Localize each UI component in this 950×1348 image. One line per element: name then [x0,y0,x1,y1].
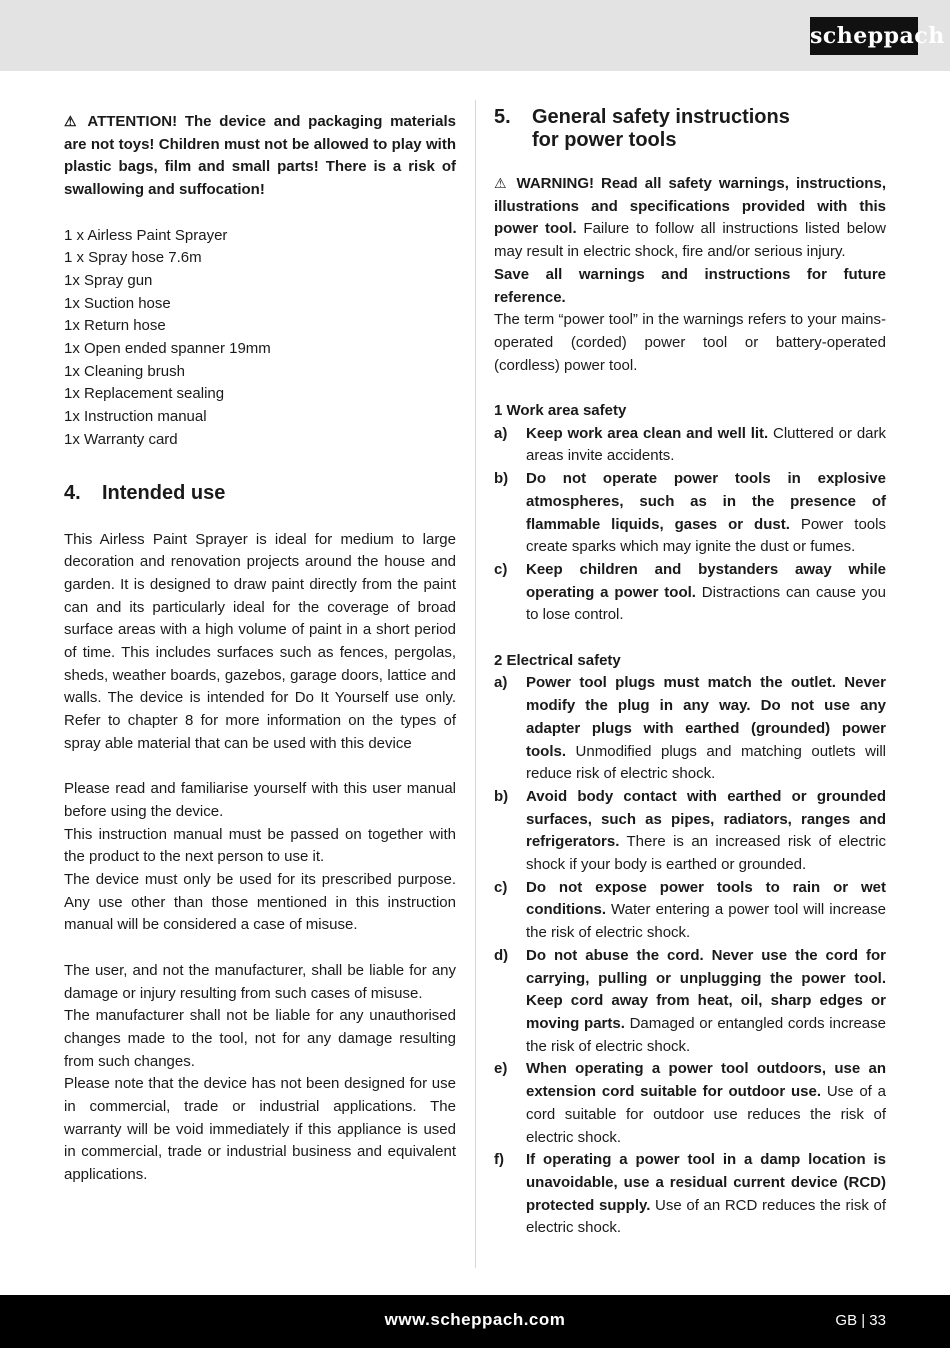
item-label: c) [494,560,508,578]
paragraph: This Airless Paint Sprayer is ideal for medium to large decoration and renovation projects around the house and garden. It is designed to draw paint directly from the paint can and its particularly ideal for the coverage of broad surface areas with a high volume of paint in a short period of time. This includes surfaces such as fences, pergolas, sheds, weather boards, gazebos, garage doors, lattice and walls. The device is intended for Do It Yourself use only. Refer to chapter 8 for more information on the types of spray able material that can be used with this device [64,530,456,752]
brand-logo: scheppach [810,17,918,55]
list-item [494,559,886,627]
item-label: b) [494,470,509,488]
list-item: 1x Open ended spanner 19mm [64,340,271,358]
item-label: e) [494,1060,508,1078]
attention-notice [64,110,456,202]
list-item [494,877,886,945]
column-divider [475,100,476,1268]
item-label: c) [494,878,508,896]
list-item [494,1149,886,1240]
item-label: a) [494,674,508,692]
item-label: a) [494,424,508,442]
list-item [494,468,886,559]
item-label: b) [494,787,509,805]
warning-notice [494,172,886,264]
paragraph: Please read and familiarise yourself with this user manual before using the device. [64,780,456,820]
item-label: d) [494,946,509,964]
item-bold: Keep children and bystanders away while operating a power tool. [526,560,886,601]
list-item: 1x Cleaning brush [64,362,185,380]
list-item [494,1058,886,1149]
item-bold: Do not abuse the cord. Never use the cord for carrying, pulling or unplugging the power tool. Keep cord away from heat, oil, sharp edges or moving parts. [526,946,886,1032]
electrical-list [494,672,886,1240]
list-item [494,786,886,877]
section-4-heading [64,482,456,505]
attention-text: ATTENTION! The device and packaging materials are not toys! Children must not be allowed to play with plastic bags, film and small parts! There is a risk of swallowing and suffocation! [64,113,456,199]
list-item: 1 x Airless Paint Sprayer [64,226,228,244]
work-area-heading: 1 Work area safety [494,402,627,420]
item-bold: Do not expose power tools to rain or wet conditions. [526,878,886,919]
item-bold: When operating a power tool outdoors, use an extension cord suitable for outdoor use. [526,1060,886,1101]
section-number: 4. [64,481,81,504]
list-item: 1x Suction hose [64,294,171,312]
list-item: 1x Instruction manual [64,408,207,426]
footer-bar [0,1295,950,1348]
electrical-heading: 2 Electrical safety [494,651,621,669]
page-number: GB | 33 [835,1312,886,1329]
paragraph: Please note that the device has not been designed for use in commercial, trade or industrial applications. The warranty will be void immediately if this appliance is used in commercial, trade or industrial business and equivalent applications. [64,1075,456,1184]
list-item [494,423,886,468]
work-area-list [494,423,886,627]
list-item: 1x Warranty card [64,430,178,448]
header-bar [0,0,950,71]
scope-of-delivery-list [64,225,456,452]
item-bold: Do not operate power tools in explosive atmospheres, such as in the presence of flammable liquids, gases or dust. [526,470,886,533]
section-5-heading [494,106,886,152]
list-item [494,672,886,786]
item-bold: Avoid body contact with earthed or grounded surfaces, such as pipes, radiators, ranges and refrigerators. [526,787,886,851]
section-title-line-2: for power tools [532,129,677,151]
list-item: 1x Spray gun [64,271,153,289]
item-text: Damaged or entangled cords increase the risk of electric shock. [526,1014,886,1055]
item-text: Cluttered or dark areas invite accidents. [526,424,886,465]
item-text: Power tools create sparks which may ignite the dust or fumes. [526,515,886,556]
item-text: Water entering a power tool will increase the risk of electric shock. [526,901,886,942]
list-item: 1 x Spray hose 7.6m [64,249,202,267]
item-bold: Keep work area clean and well lit. [526,424,769,442]
warning-text: Failure to follow all instructions listed below may result in electric shock, fire and/or serious injury. [494,220,886,261]
item-label: f) [494,1151,504,1169]
term-note: The term “power tool” in the warnings refers to your mains-operated (corded) power tool or battery-operated (cordless) power tool. [494,311,886,374]
item-bold: If operating a power tool in a damp location is unavoidable, use a residual current device (RCD) protected supply. [526,1151,886,1214]
item-text: Distractions can cause you to lose control. [526,583,886,624]
item-text: Use of a cord suitable for outdoor use reduces the risk of electric shock. [526,1083,887,1146]
section-title-line-1: General safety instructions [532,106,790,128]
list-item: 1x Return hose [64,317,166,335]
paragraph: This instruction manual must be passed on together with the product to the next person to use it. [64,825,456,866]
paragraph: The device must only be used for its prescribed purpose. Any use other than those mentioned in this instruction manual will be considered a case of misuse. [64,871,456,934]
item-bold: Power tool plugs must match the outlet. Never modify the plug in any way. Do not use any adapter plugs with earthed (grounded) power tools. [526,674,886,760]
warning-bold-text: WARNING! Read all safety warnings, instructions, illustrations and specifications provided with this power tool. [494,175,886,238]
paragraph: The manufacturer shall not be liable for any unauthorised changes made to the tool, not for any damage resulting from such changes. [64,1007,456,1070]
website-link[interactable]: www.scheppach.com [384,1310,566,1329]
left-column [64,110,456,1187]
item-text: Unmodified plugs and matching outlets will reduce risk of electric shock. [526,742,886,783]
section-title: Intended use [102,481,226,504]
warning-triangle-icon: ⚠ [494,175,510,191]
section-number: 5. [494,106,511,128]
list-item: 1x Replacement sealing [64,385,225,403]
right-column [494,106,887,1240]
list-item [494,945,886,1059]
paragraph: The user, and not the manufacturer, shall be liable for any damage or injury resulting from such cases of misuse. [64,961,456,1002]
item-text: Use of an RCD reduces the risk of electric shock. [526,1196,886,1237]
section-title [532,106,790,152]
warning-triangle-icon: ⚠ [64,113,81,129]
item-text: There is an increased risk of electric shock if your body is earthed or grounded. [526,833,886,874]
save-note: Save all warnings and instructions for future reference. [494,265,886,306]
